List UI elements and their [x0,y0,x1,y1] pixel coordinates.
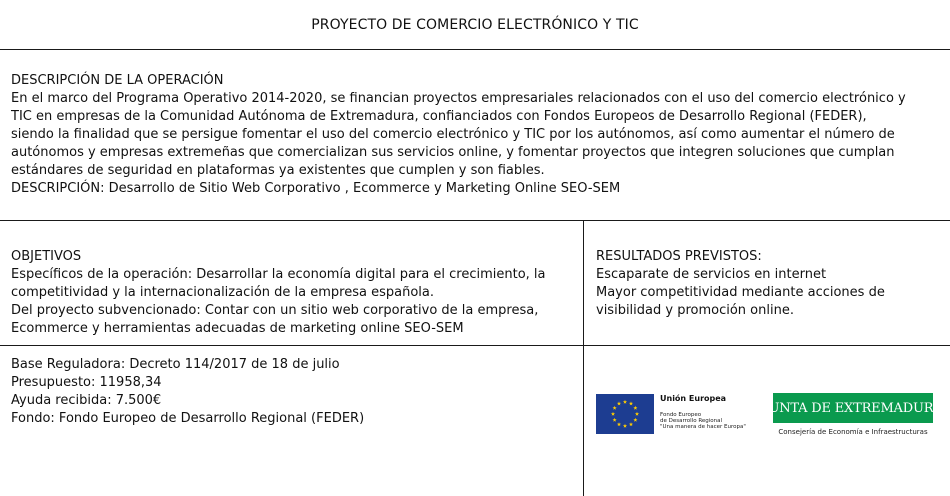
eu-star-icon [613,406,617,410]
base-reguladora: Base Reguladora: Decreto 114/2017 de 18 de julio [11,357,340,372]
eu-star-icon [629,422,633,426]
eu-star-icon [623,400,627,404]
eu-star-icon [613,418,617,422]
descripcion-summary: DESCRIPCIÓN: Desarrollo de Sitio Web Corporativo , Ecommerce y Marketing Online SEO-SEM [11,181,621,196]
descripcion-line: En el marco del Programa Operativo 2014-2020, se financian proyectos empresariales relacionados con el uso del comercio electrónico y [11,91,906,106]
descripcion-section [11,72,941,198]
fondo: Fondo: Fondo Europeo de Desarrollo Regional (FEDER) [11,411,365,426]
eu-star-icon [633,418,637,422]
eu-star-icon [633,406,637,410]
resultados-section [596,248,946,320]
descripcion-line: TIC en empresas de la Comunidad Autónoma de Extremadura, confianciados con Fondos Europeos de Desarrollo Regional (FEDER), [11,109,867,124]
divider-middle [0,220,950,221]
financiacion-section [11,356,576,428]
resultados-line: Mayor competitividad mediante acciones de [596,285,885,300]
eu-flag-icon [596,394,654,434]
eu-stars-icon [596,394,654,434]
descripcion-heading: DESCRIPCIÓN DE LA OPERACIÓN [11,73,224,88]
objetivos-line: Específicos de la operación: Desarrollar la economía digital para el crecimiento, la [11,267,546,282]
resultados-line: Escaparate de servicios en internet [596,267,827,282]
divider-vertical [583,220,584,496]
eu-star-icon [611,412,615,416]
objetivos-line: Del proyecto subvencionado: Contar con un sitio web corporativo de la empresa, [11,303,539,318]
objetivos-line: competitividad y la internacionalización de la empresa española. [11,285,434,300]
descripcion-line: estándares de seguridad en plataformas ya existentes que cumplen y son fiables. [11,163,545,178]
eu-logo [596,394,761,438]
objetivos-line: Ecommerce y herramientas adecuadas de marketing online SEO-SEM [11,321,464,336]
objetivos-heading: OBJETIVOS [11,249,82,264]
divider-top [0,49,950,50]
eu-star-icon [617,401,621,405]
divider-bottom [0,345,950,346]
eu-logo-line: Fondo Europeo [660,412,702,418]
presupuesto: Presupuesto: 11958,34 [11,375,162,390]
descripcion-line: siendo la finalidad que se persigue fomentar el uso del comercio electrónico y TIC por los autónomos, así como aumentar el número de [11,127,895,142]
junta-logo-subtitle: Consejería de Economía e Infraestructuras [778,428,928,436]
page-title [0,0,950,50]
eu-logo-title: Unión Europea [660,394,727,403]
ayuda-recibida: Ayuda recibida: 7.500€ [11,393,162,408]
eu-star-icon [623,424,627,428]
page-title-text: PROYECTO DE COMERCIO ELECTRÓNICO Y TIC [311,17,639,33]
resultados-line: visibilidad y promoción online. [596,303,794,318]
resultados-heading: RESULTADOS PREVISTOS: [596,249,762,264]
objetivos-section [11,248,576,338]
junta-logo [763,393,943,423]
junta-logo-name: JUNTA DE EXTREMADURA [763,400,943,416]
eu-logo-line: de Desarrollo Regional [660,418,723,424]
eu-star-icon [629,401,633,405]
descripcion-line: autónomos y empresas extremeñas que comercializan sus servicios online, y fomentar proyectos que integren soluciones que cumplan [11,145,895,160]
eu-star-icon [635,412,639,416]
eu-logo-line: "Una manera de hacer Europa" [660,424,746,430]
eu-star-icon [617,422,621,426]
